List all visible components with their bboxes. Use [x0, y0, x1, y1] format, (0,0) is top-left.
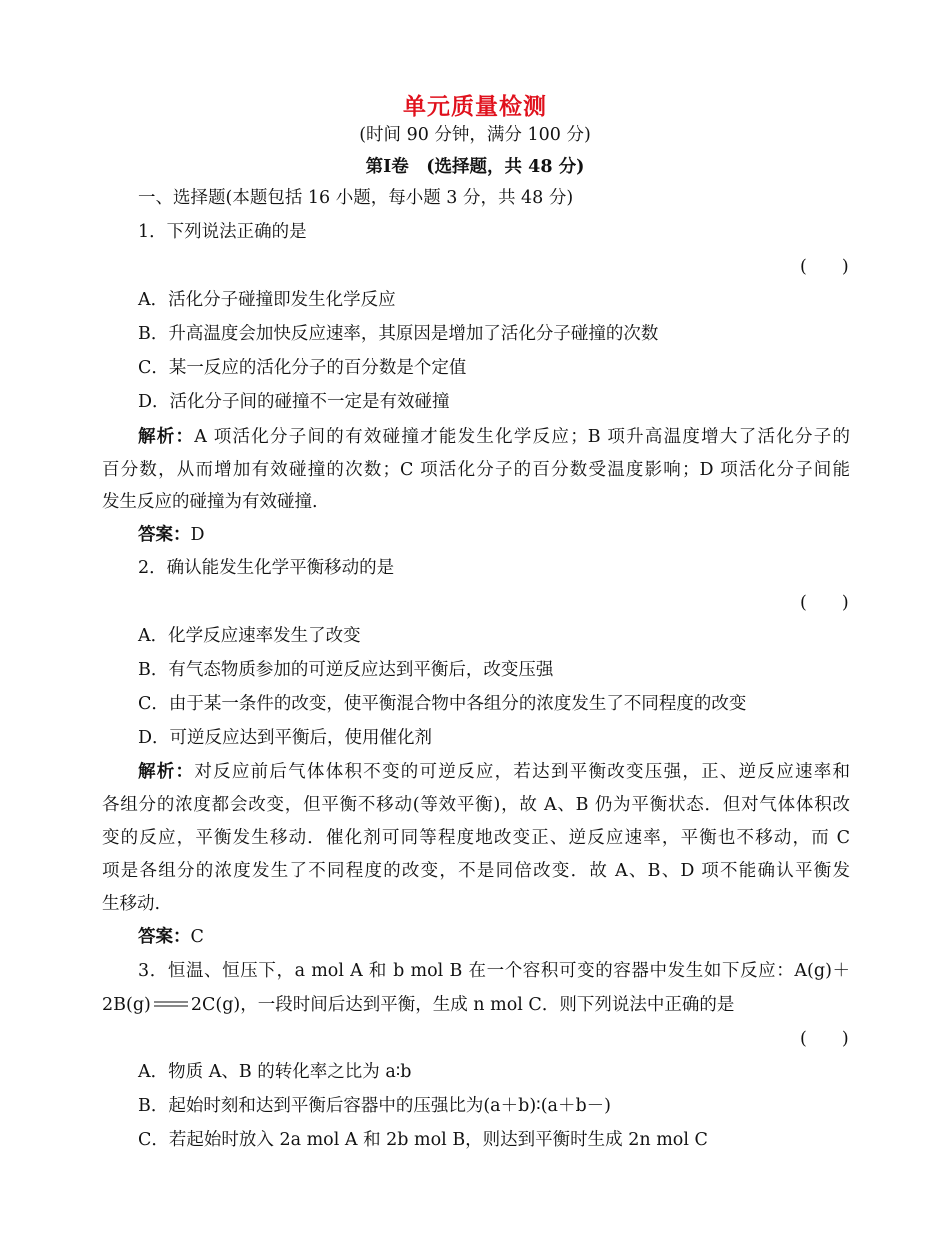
question-3-answer-blank: ( ) — [800, 1029, 849, 1049]
question-2-analysis-line-5: 生移动. — [102, 894, 161, 914]
exam-time-info: (时间 90 分钟，满分 100 分) — [359, 125, 591, 145]
question-1-analysis-line-3: 发生反应的碰撞为有效碰撞. — [102, 492, 318, 512]
question-3-option-a: A．物质 A、B 的转化率之比为 a∶b — [138, 1062, 412, 1082]
question-1-answer-blank: ( ) — [800, 257, 849, 277]
question-2-answer: 答案：C — [138, 927, 204, 947]
question-1-option-b: B．升高温度会加快反应速率，其原因是增加了活化分子碰撞的次数 — [138, 324, 659, 344]
question-2-option-d: D．可逆反应达到平衡后，使用催化剂 — [138, 728, 433, 748]
section-header — [0, 155, 950, 179]
question-2-analysis-line-3: 变的反应，平衡发生移动．催化剂可同等程度地改变正、逆反应速率，平衡也不移动，而 C — [102, 828, 850, 848]
question-3-option-b: B．起始时刻和达到平衡后容器中的压强比为(a＋b)∶(a＋b－) — [138, 1096, 611, 1116]
question-3-option-c: C．若起始时放入 2a mol A 和 2b mol B，则达到平衡时生成 2n mol C — [138, 1130, 708, 1150]
question-1-option-c: C．某一反应的活化分子的百分数是个定值 — [138, 358, 467, 378]
question-2-analysis-line-4: 项是各组分的浓度发生了不同程度的改变，不是同倍改变．故 A、B、D 项不能确认平衡发 — [102, 861, 850, 881]
question-3-stem-line-1: 3．恒温、恒压下，a mol A 和 b mol B 在一个容积可变的容器中发生如下反应：A(g)＋ — [138, 961, 850, 981]
page-title: 单元质量检测 — [403, 93, 547, 120]
analysis-label: 解析： — [138, 427, 195, 447]
question-2-stem: 2．确认能发生化学平衡移动的是 — [138, 558, 395, 578]
question-2-analysis-line-2: 各组分的浓度都会改变，但平衡不移动(等效平衡)，故 A、B 仍为平衡状态．但对气体体积改 — [102, 795, 850, 815]
analysis-label: 解析： — [138, 762, 195, 782]
question-1-stem: 1．下列说法正确的是 — [138, 222, 307, 242]
question-1-answer: 答案：D — [138, 525, 205, 545]
question-2-option-b: B．有气态物质参加的可逆反应达到平衡后，改变压强 — [138, 660, 554, 680]
question-1-analysis-line-2: 百分数，从而增加有效碰撞的次数；C 项活化分子的百分数受温度影响；D 项活化分子间能 — [102, 460, 850, 480]
question-2-option-a: A．化学反应速率发生了改变 — [138, 626, 361, 646]
question-2-analysis-line-1: 解析：对反应前后气体体积不变的可逆反应，若达到平衡改变压强，正、逆反应速率和 — [138, 762, 850, 782]
question-1-option-d: D．活化分子间的碰撞不一定是有效碰撞 — [138, 392, 450, 412]
reversible-reaction-arrow-icon — [154, 1000, 188, 1008]
part-header: 一、选择题(本题包括 16 小题，每小题 3 分，共 48 分) — [138, 188, 574, 208]
question-2-answer-blank: ( ) — [800, 593, 849, 613]
question-2-option-c: C．由于某一条件的改变，使平衡混合物中各组分的浓度发生了不同程度的改变 — [138, 694, 747, 714]
question-3-stem-line-2: 2B(g) 2C(g)，一段时间后达到平衡，生成 n mol C．则下列说法中正确的是 — [102, 995, 735, 1015]
question-1-analysis-line-1: 解析：A 项活化分子间的有效碰撞才能发生化学反应；B 项升高温度增大了活化分子的 — [138, 427, 850, 447]
section-desc: (选择题，共 48 分) — [426, 157, 585, 177]
section-label: 第Ⅰ卷 — [365, 157, 409, 177]
question-1-option-a: A．活化分子碰撞即发生化学反应 — [138, 290, 396, 310]
